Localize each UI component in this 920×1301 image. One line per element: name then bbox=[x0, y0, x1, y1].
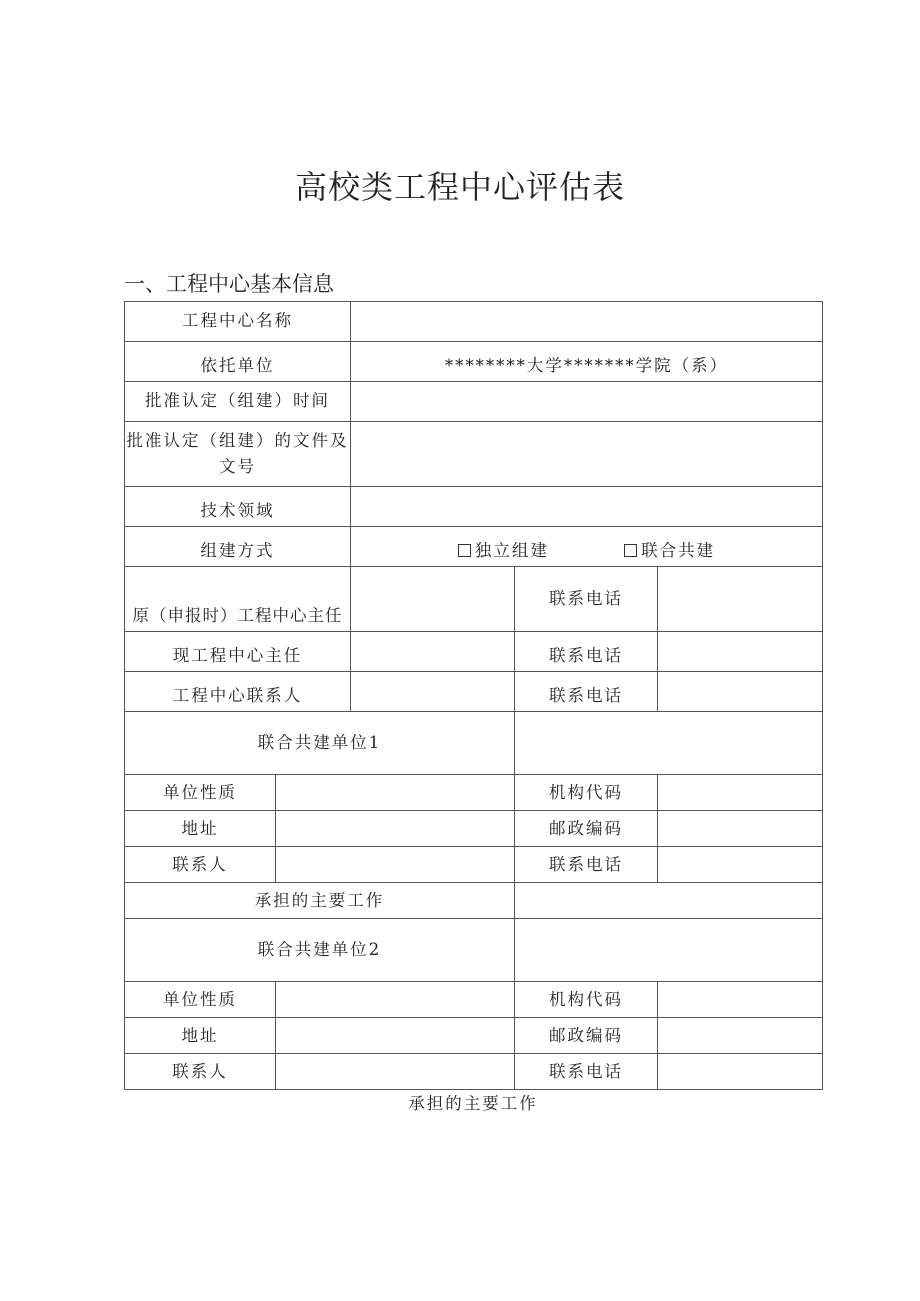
partner1-title-field[interactable] bbox=[515, 712, 823, 775]
checkbox-icon[interactable] bbox=[624, 544, 637, 557]
basic-info-table bbox=[124, 301, 823, 1090]
partner2-phone-field[interactable] bbox=[658, 1054, 823, 1090]
partner2-postal-code-label: 邮政编码 bbox=[515, 1018, 658, 1054]
build-mode-options bbox=[351, 527, 823, 567]
partner1-contact-label: 联系人 bbox=[125, 847, 276, 883]
current-director-phone-label: 联系电话 bbox=[515, 632, 658, 672]
tech-field-field[interactable] bbox=[351, 487, 823, 527]
partner1-main-work-label: 承担的主要工作 bbox=[125, 883, 515, 919]
partner2-org-code-label: 机构代码 bbox=[515, 982, 658, 1018]
option-independent[interactable] bbox=[458, 538, 549, 564]
approval-time-field[interactable] bbox=[351, 382, 823, 422]
partner2-title-field[interactable] bbox=[515, 919, 823, 982]
original-director-field[interactable] bbox=[351, 567, 515, 632]
partner1-org-code-label: 机构代码 bbox=[515, 775, 658, 811]
center-name-label: 工程中心名称 bbox=[125, 302, 351, 342]
approval-doc-field[interactable] bbox=[351, 422, 823, 487]
partner1-main-work-field[interactable] bbox=[515, 883, 823, 919]
approval-doc-label: 批准认定（组建）的文件及文号 bbox=[125, 422, 351, 487]
host-unit-value[interactable]: ********大学*******学院（系） bbox=[351, 342, 823, 382]
partner1-postal-code-field[interactable] bbox=[658, 811, 823, 847]
partner2-contact-field[interactable] bbox=[276, 1054, 515, 1090]
original-director-label: 原（申报时）工程中心主任 bbox=[125, 567, 351, 632]
partner2-main-work-label: 承担的主要工作 bbox=[408, 1094, 538, 1113]
partner1-org-code-field[interactable] bbox=[658, 775, 823, 811]
partner2-postal-code-field[interactable] bbox=[658, 1018, 823, 1054]
option-independent-label: 独立组建 bbox=[474, 540, 549, 560]
host-unit-label: 依托单位 bbox=[125, 342, 351, 382]
partner1-contact-field[interactable] bbox=[276, 847, 515, 883]
checkbox-icon[interactable] bbox=[458, 544, 471, 557]
build-mode-label: 组建方式 bbox=[125, 527, 351, 567]
section-heading: 一、工程中心基本信息 bbox=[124, 272, 334, 296]
center-name-field[interactable] bbox=[351, 302, 823, 342]
contact-person-label: 工程中心联系人 bbox=[125, 672, 351, 712]
page-title: 高校类工程中心评估表 bbox=[294, 168, 625, 206]
partner2-title: 联合共建单位2 bbox=[125, 919, 515, 982]
contact-person-field[interactable] bbox=[351, 672, 515, 712]
partner2-contact-label: 联系人 bbox=[125, 1054, 276, 1090]
partner2-phone-label: 联系电话 bbox=[515, 1054, 658, 1090]
current-director-label: 现工程中心主任 bbox=[125, 632, 351, 672]
partner2-nature-field[interactable] bbox=[276, 982, 515, 1018]
original-director-phone-label: 联系电话 bbox=[515, 567, 658, 632]
contact-person-phone-field[interactable] bbox=[658, 672, 823, 712]
partner1-postal-code-label: 邮政编码 bbox=[515, 811, 658, 847]
partner2-address-label: 地址 bbox=[125, 1018, 276, 1054]
option-joint-label: 联合共建 bbox=[641, 540, 716, 560]
partner2-nature-label: 单位性质 bbox=[125, 982, 276, 1018]
contact-person-phone-label: 联系电话 bbox=[515, 672, 658, 712]
partner1-address-field[interactable] bbox=[276, 811, 515, 847]
original-director-phone-field[interactable] bbox=[658, 567, 823, 632]
current-director-phone-field[interactable] bbox=[658, 632, 823, 672]
current-director-field[interactable] bbox=[351, 632, 515, 672]
partner1-phone-field[interactable] bbox=[658, 847, 823, 883]
partner2-address-field[interactable] bbox=[276, 1018, 515, 1054]
tech-field-label: 技术领域 bbox=[125, 487, 351, 527]
partner1-title: 联合共建单位1 bbox=[125, 712, 515, 775]
partner1-address-label: 地址 bbox=[125, 811, 276, 847]
partner2-org-code-field[interactable] bbox=[658, 982, 823, 1018]
option-joint[interactable] bbox=[624, 538, 715, 564]
partner1-phone-label: 联系电话 bbox=[515, 847, 658, 883]
partner1-nature-label: 单位性质 bbox=[125, 775, 276, 811]
partner1-nature-field[interactable] bbox=[276, 775, 515, 811]
approval-time-label: 批准认定（组建）时间 bbox=[125, 382, 351, 422]
